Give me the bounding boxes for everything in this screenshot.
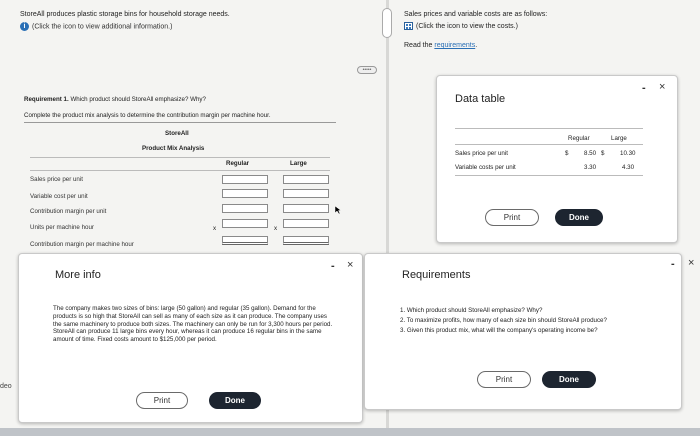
large-variable-cost-input[interactable] xyxy=(283,189,329,198)
requirements-dialog xyxy=(364,253,682,410)
data-table-bottom-rule xyxy=(455,175,643,176)
data-col-large: Large xyxy=(611,135,627,142)
requirements-done-button[interactable]: Done xyxy=(542,371,596,388)
requirement-item-1: 1. Which product should StoreAll emphasize? Why? xyxy=(400,307,543,314)
data-table-header-rule xyxy=(455,144,643,145)
costs-link[interactable]: (Click the icon to view the costs.) xyxy=(416,22,518,30)
more-info-body: The company makes two sizes of bins: large (50 gallon) and regular (35 gallon). Demand for the products is so high that StoreAll can sell as many of each size as it can produce. The company uses the same machinery to produce both sizes. The machinery can only be run for 3,300 hours per period. StoreAll can produce 11 large bins every hour, whereas it can produce 16 regular bins in the same amount of time. Fixed costs amount to $125,000 per period. xyxy=(53,305,333,343)
table-icon[interactable] xyxy=(404,22,413,30)
instruction-text: Complete the product mix analysis to determine the contribution margin per machine hour. xyxy=(24,112,271,119)
table-header-rule xyxy=(30,170,330,171)
data-table-top-rule xyxy=(455,128,643,129)
regular-contribution-margin-input[interactable] xyxy=(222,204,268,213)
more-info-title: More info xyxy=(55,269,101,281)
read-label: Read the xyxy=(404,42,435,49)
data-row-variable-large: 4.30 xyxy=(622,164,635,171)
large-units-per-hour-input[interactable] xyxy=(283,219,329,228)
regular-cm-per-hour-input[interactable] xyxy=(222,236,268,245)
data-row-sales-label: Sales price per unit xyxy=(455,150,508,157)
row-variable-cost: Variable cost per unit xyxy=(30,193,88,200)
right-intro-text: Sales prices and variable costs are as follows: xyxy=(404,11,548,18)
data-row-sales-currency: $ xyxy=(565,150,569,157)
data-table-done-button[interactable]: Done xyxy=(555,209,603,226)
intro-text: StoreAll produces plastic storage bins for household storage needs. xyxy=(20,11,230,18)
collapse-handle[interactable]: ••••• xyxy=(357,66,377,74)
requirement-heading xyxy=(24,96,206,104)
regular-variable-cost-input[interactable] xyxy=(222,189,268,198)
more-info-print-button[interactable]: Print xyxy=(136,392,188,409)
pane-resize-handle[interactable] xyxy=(382,8,392,38)
right-costs-hint[interactable] xyxy=(404,22,518,31)
bottom-bar xyxy=(0,428,700,436)
data-row-sales-large: 10.30 xyxy=(620,150,636,157)
intro-link[interactable]: (Click the icon to view additional information.) xyxy=(32,23,173,31)
info-icon[interactable]: i xyxy=(20,22,29,31)
data-row-variable-label: Variable costs per unit xyxy=(455,164,516,171)
mouse-cursor-icon xyxy=(334,205,342,215)
times-symbol-large: x xyxy=(274,225,278,232)
data-row-variable-regular: 3.30 xyxy=(584,164,597,171)
more-info-close-button[interactable]: × xyxy=(347,259,354,271)
data-table-minimize-button[interactable]: - xyxy=(642,82,646,94)
table-heading: Product Mix Analysis xyxy=(142,145,205,152)
col-regular-header: Regular xyxy=(226,160,250,167)
data-table-print-button[interactable]: Print xyxy=(485,209,539,226)
regular-units-per-hour-input[interactable] xyxy=(222,219,268,228)
read-requirements xyxy=(404,42,477,50)
requirement-label: Requirement 1. xyxy=(24,96,69,103)
requirements-minimize-button[interactable]: - xyxy=(671,258,675,270)
requirements-print-button[interactable]: Print xyxy=(477,371,531,388)
intro-hint[interactable] xyxy=(20,22,172,32)
data-row-sales-regular: 8.50 xyxy=(584,150,597,157)
row-units-per-hour: Units per machine hour xyxy=(30,224,94,231)
requirement-item-3: 3. Given this product mix, what will the company's operating income be? xyxy=(400,327,598,334)
more-info-minimize-button[interactable]: - xyxy=(331,260,335,272)
requirements-title: Requirements xyxy=(402,269,471,281)
requirement-question: Which product should StoreAll emphasize? Why? xyxy=(70,96,206,103)
large-sales-price-input[interactable] xyxy=(283,175,329,184)
data-table-dialog xyxy=(436,75,678,243)
data-table-close-button[interactable]: × xyxy=(659,81,666,93)
table-top-rule xyxy=(30,157,330,158)
requirements-close-button[interactable]: × xyxy=(688,257,695,269)
row-cm-per-hour: Contribution margin per machine hour xyxy=(30,241,134,248)
regular-sales-price-input[interactable] xyxy=(222,175,268,184)
more-info-dialog xyxy=(18,253,363,423)
col-large-header: Large xyxy=(290,160,307,167)
more-info-done-button[interactable]: Done xyxy=(209,392,261,409)
data-table-title: Data table xyxy=(455,93,506,105)
table-company: StoreAll xyxy=(165,130,189,137)
left-edge-text: deo xyxy=(0,383,12,390)
instruction-underline xyxy=(24,122,336,123)
requirements-link[interactable]: requirements xyxy=(434,42,476,49)
times-symbol-regular: x xyxy=(213,225,217,232)
row-sales-price: Sales price per unit xyxy=(30,176,83,183)
data-row-sales-currency2: $ xyxy=(601,150,605,157)
data-col-regular: Regular xyxy=(568,135,590,142)
large-contribution-margin-input[interactable] xyxy=(283,204,329,213)
read-period: . xyxy=(475,42,478,49)
requirement-item-2: 2. To maximize profits, how many of each size bin should StoreAll produce? xyxy=(400,317,607,324)
row-contribution-margin: Contribution margin per unit xyxy=(30,208,107,215)
large-cm-per-hour-input[interactable] xyxy=(283,236,329,245)
